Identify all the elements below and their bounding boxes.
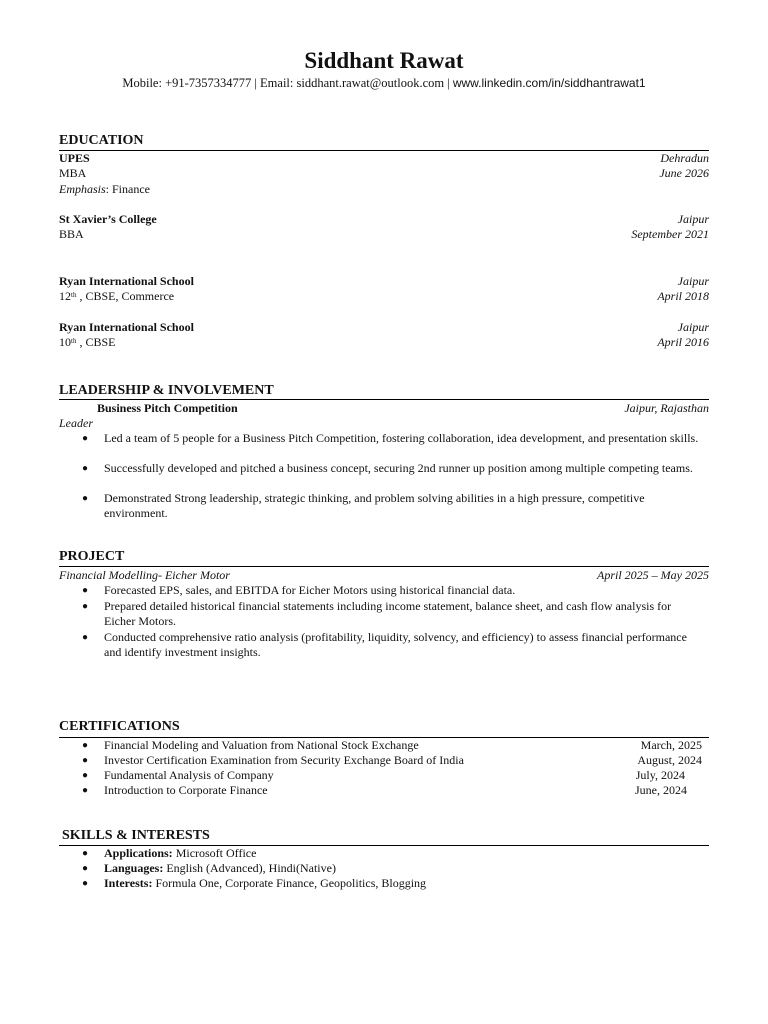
leadership-bullet-3: Demonstrated Strong leadership, strategic thinking, and problem solving abilities in a high pressure, competitive environment. — [104, 491, 645, 520]
certification-date-1: March, 2025 — [640, 738, 702, 752]
education-date-4: April 2016 — [657, 335, 709, 349]
education-heading: EDUCATION — [59, 133, 144, 148]
degree-suffix-4: th — [71, 337, 77, 345]
leadership-location: Jaipur, Rajasthan — [624, 401, 709, 415]
contact-line — [0, 76, 768, 91]
emphasis-value: : Finance — [105, 182, 150, 196]
bullet-icon: ● — [82, 755, 89, 766]
bullet-icon: ● — [82, 785, 89, 796]
education-school-4: Ryan International School — [59, 320, 194, 334]
emphasis-label: Emphasis — [59, 182, 106, 196]
degree-grade-3: 12 — [59, 289, 71, 303]
leadership-heading: LEADERSHIP & INVOLVEMENT — [59, 383, 274, 398]
skill-value: Formula One, Corporate Finance, Geopolitics, Blogging — [152, 876, 427, 890]
education-location-3: Jaipur — [677, 274, 709, 288]
certification-date-4: June, 2024 — [635, 783, 687, 797]
contact-details: Mobile: +91-7357334777 | Email: siddhant.rawat@outlook.com | — [122, 76, 453, 90]
bullet-icon: ● — [82, 770, 89, 781]
skill-interests — [104, 876, 704, 891]
bullet-icon: ● — [82, 463, 89, 474]
leadership-bullet-1: Led a team of 5 people for a Business Pitch Competition, fostering collaboration, idea development, and presentation skills. — [104, 431, 699, 445]
education-date-1: June 2026 — [659, 166, 709, 180]
certification-name-1: Financial Modeling and Valuation from National Stock Exchange — [104, 738, 419, 752]
leadership-bullet-2: Successfully developed and pitched a business concept, securing 2nd runner up position among multiple competing teams. — [104, 461, 693, 475]
bullet-icon: ● — [82, 863, 89, 874]
skill-label: Languages: — [104, 861, 164, 875]
project-bullet-3: Conducted comprehensive ratio analysis (profitability, liquidity, solvency, and efficiency) to assess financial performance and identify investment insights. — [104, 630, 687, 659]
degree-board-4: , CBSE — [76, 335, 116, 349]
project-bullet-2: Prepared detailed historical financial statements including income statement, balance sheet, and cash flow analysis for Eicher Motors. — [104, 599, 672, 628]
project-title: Financial Modelling- Eicher Motor — [59, 568, 230, 582]
bullet-icon: ● — [82, 601, 89, 612]
bullet-icon: ● — [82, 632, 89, 643]
resume-name: Siddhant Rawat — [304, 48, 464, 73]
bullet-icon: ● — [82, 878, 89, 889]
bullet-icon: ● — [82, 848, 89, 859]
bullet-icon: ● — [82, 493, 89, 504]
leadership-divider — [59, 399, 709, 400]
linkedin-link[interactable]: www.linkedin.com/in/siddhantrawat1 — [452, 76, 646, 90]
degree-suffix-3: th — [71, 291, 77, 299]
skills-heading: SKILLS & INTERESTS — [62, 828, 210, 843]
project-divider — [59, 566, 709, 567]
education-school-3: Ryan International School — [59, 274, 194, 288]
education-divider — [59, 150, 709, 151]
degree-board-3: , CBSE, Commerce — [76, 289, 175, 303]
education-degree-1: MBA — [59, 166, 87, 180]
education-degree-4 — [59, 335, 115, 350]
education-degree-3 — [59, 289, 174, 304]
project-date: April 2025 – May 2025 — [597, 568, 709, 582]
education-date-3: April 2018 — [657, 289, 709, 303]
project-heading: PROJECT — [59, 549, 125, 564]
skill-applications — [104, 846, 704, 861]
skill-value: Microsoft Office — [172, 846, 257, 860]
bullet-icon: ● — [82, 585, 89, 596]
certifications-heading: CERTIFICATIONS — [59, 719, 180, 734]
bullet-icon: ● — [82, 740, 89, 751]
skill-value: English (Advanced), Hindi(Native) — [163, 861, 336, 875]
skill-label: Interests: — [104, 876, 153, 890]
education-emphasis — [59, 182, 150, 197]
certification-date-3: July, 2024 — [635, 768, 685, 782]
certification-name-4: Introduction to Corporate Finance — [104, 783, 268, 797]
project-bullet-1: Forecasted EPS, sales, and EBITDA for Eicher Motors using historical financial data. — [104, 583, 516, 597]
education-location-4: Jaipur — [677, 320, 709, 334]
certification-name-2: Investor Certification Examination from Security Exchange Board of India — [104, 753, 464, 767]
leadership-title: Business Pitch Competition — [97, 401, 238, 415]
education-location-2: Jaipur — [677, 212, 709, 226]
education-degree-2: BBA — [59, 227, 84, 241]
education-school-2: St Xavier’s College — [59, 212, 157, 226]
certification-date-2: August, 2024 — [637, 753, 702, 767]
bullet-icon: ● — [82, 433, 89, 444]
education-date-2: September 2021 — [631, 227, 709, 241]
skill-languages — [104, 861, 704, 876]
degree-grade-4: 10 — [59, 335, 71, 349]
skill-label: Applications: — [104, 846, 173, 860]
leadership-role: Leader — [59, 416, 93, 430]
education-location-1: Dehradun — [660, 151, 709, 165]
education-school-1: UPES — [59, 151, 90, 165]
certification-name-3: Fundamental Analysis of Company — [104, 768, 274, 782]
